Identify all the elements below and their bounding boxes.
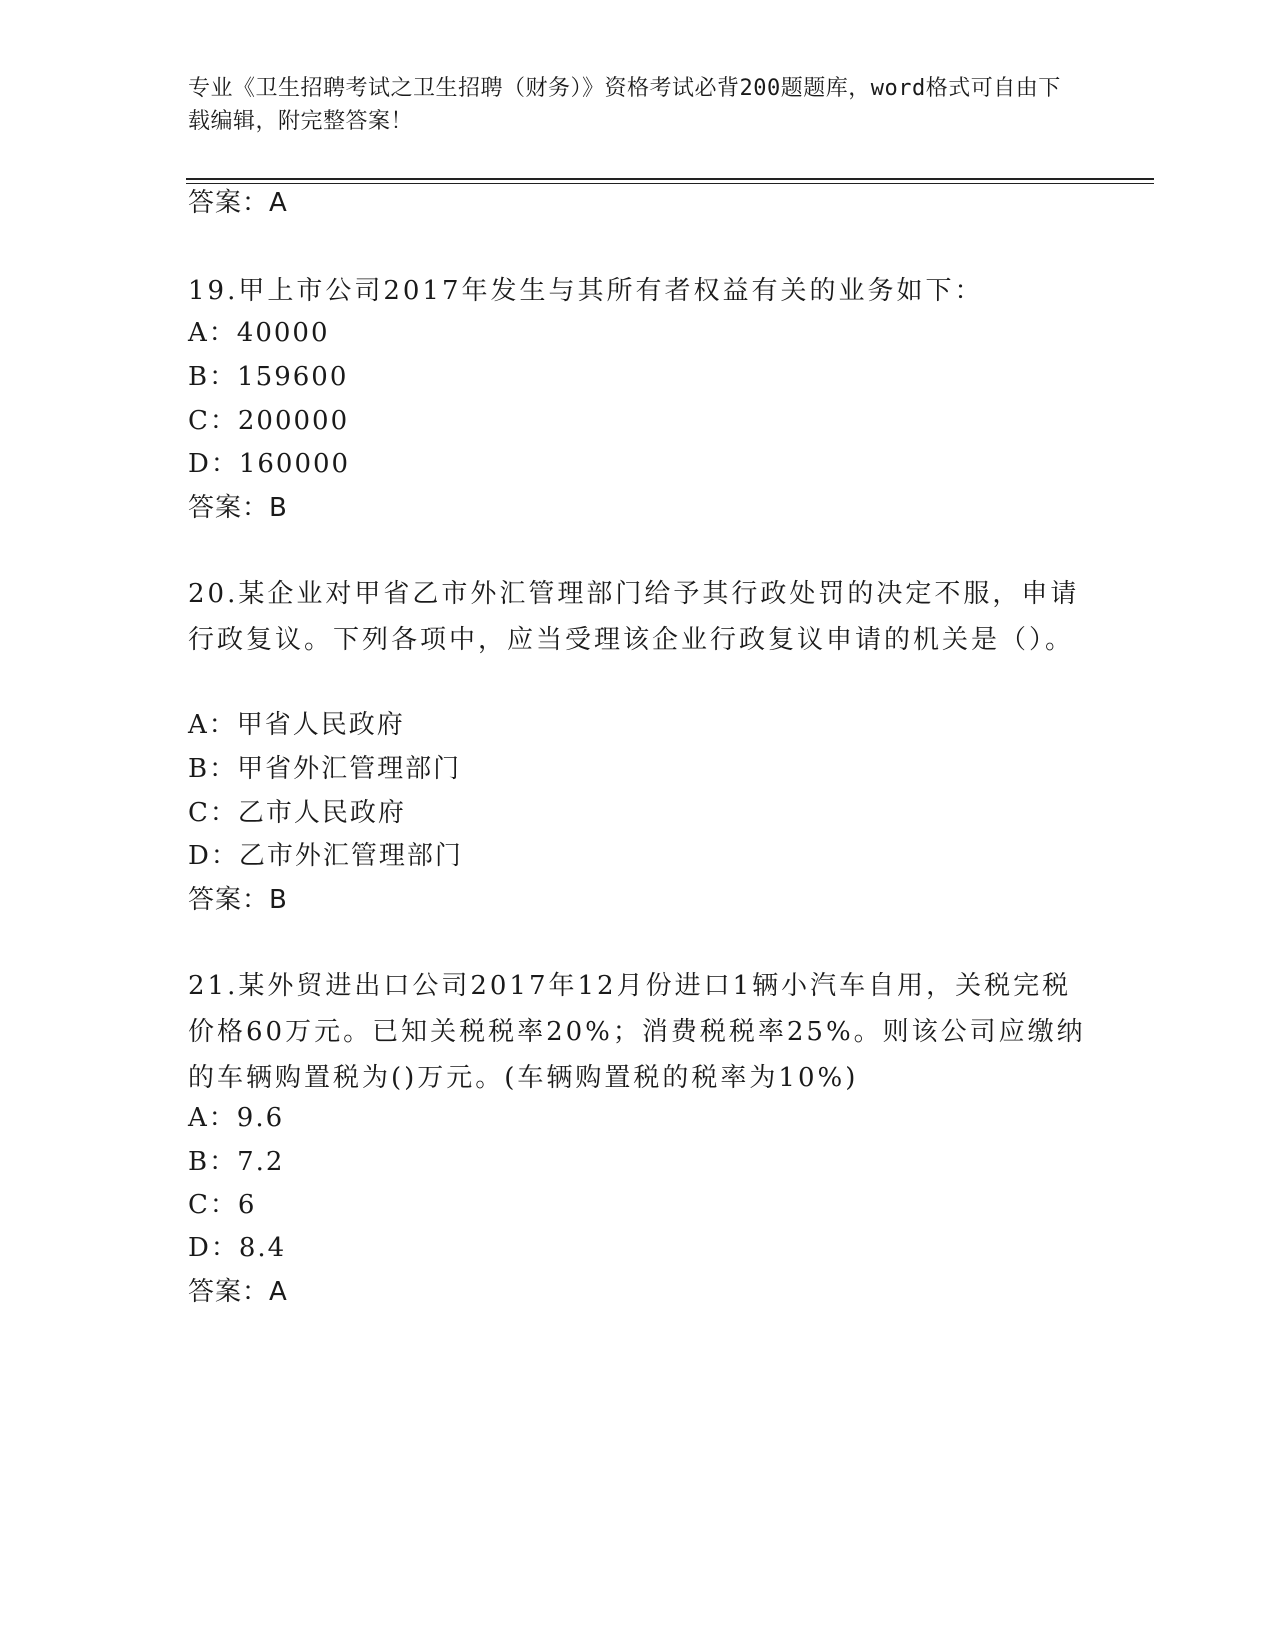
question-20-stem: 20.某企业对甲省乙市外汇管理部门给予其行政处罚的决定不服，申请行政复议。下列各项中，应当受理该企业行政复议申请的机关是（）。 bbox=[188, 579, 1080, 655]
document-header bbox=[188, 72, 1068, 138]
question-20-option-b: B：甲省外汇管理部门 bbox=[188, 754, 462, 784]
question-20-answer: 答案：B bbox=[188, 885, 288, 915]
answer-previous: 答案：A bbox=[188, 188, 288, 218]
question-19-option-b: B：159600 bbox=[188, 362, 349, 392]
header-divider-thick bbox=[186, 178, 1154, 180]
question-20-option-c: C：乙市人民政府 bbox=[188, 798, 406, 828]
header-text: 专业《卫生招聘考试之卫生招聘（财务）》资格考试必背200题题库，word格式可自由下载编辑，附完整答案！ bbox=[188, 76, 1061, 134]
question-19-option-a: A：40000 bbox=[188, 318, 330, 348]
question-19-option-c: C：200000 bbox=[188, 406, 350, 436]
question-21-stem: 21.某外贸进出口公司2017年12月份进口1辆小汽车自用，关税完税价格60万元。已知关税税率20%；消费税税率25%。则该公司应缴纳的车辆购置税为()万元。(车辆购置税的税率为10%) bbox=[188, 971, 1086, 1093]
question-21-answer: 答案：A bbox=[188, 1277, 288, 1307]
question-19-answer: 答案：B bbox=[188, 493, 288, 523]
question-21-option-d: D：8.4 bbox=[188, 1233, 287, 1263]
question-20-option-a: A：甲省人民政府 bbox=[188, 710, 405, 740]
question-20-option-d: D：乙市外汇管理部门 bbox=[188, 841, 463, 871]
question-19-stem: 19.甲上市公司2017年发生与其所有者权益有关的业务如下： bbox=[188, 276, 984, 306]
question-21-option-c: C：6 bbox=[188, 1190, 257, 1220]
question-19-option-d: D：160000 bbox=[188, 449, 351, 479]
question-21-option-a: A：9.6 bbox=[188, 1103, 285, 1133]
question-21-option-b: B：7.2 bbox=[188, 1147, 285, 1177]
header-divider-thin bbox=[186, 183, 1154, 184]
